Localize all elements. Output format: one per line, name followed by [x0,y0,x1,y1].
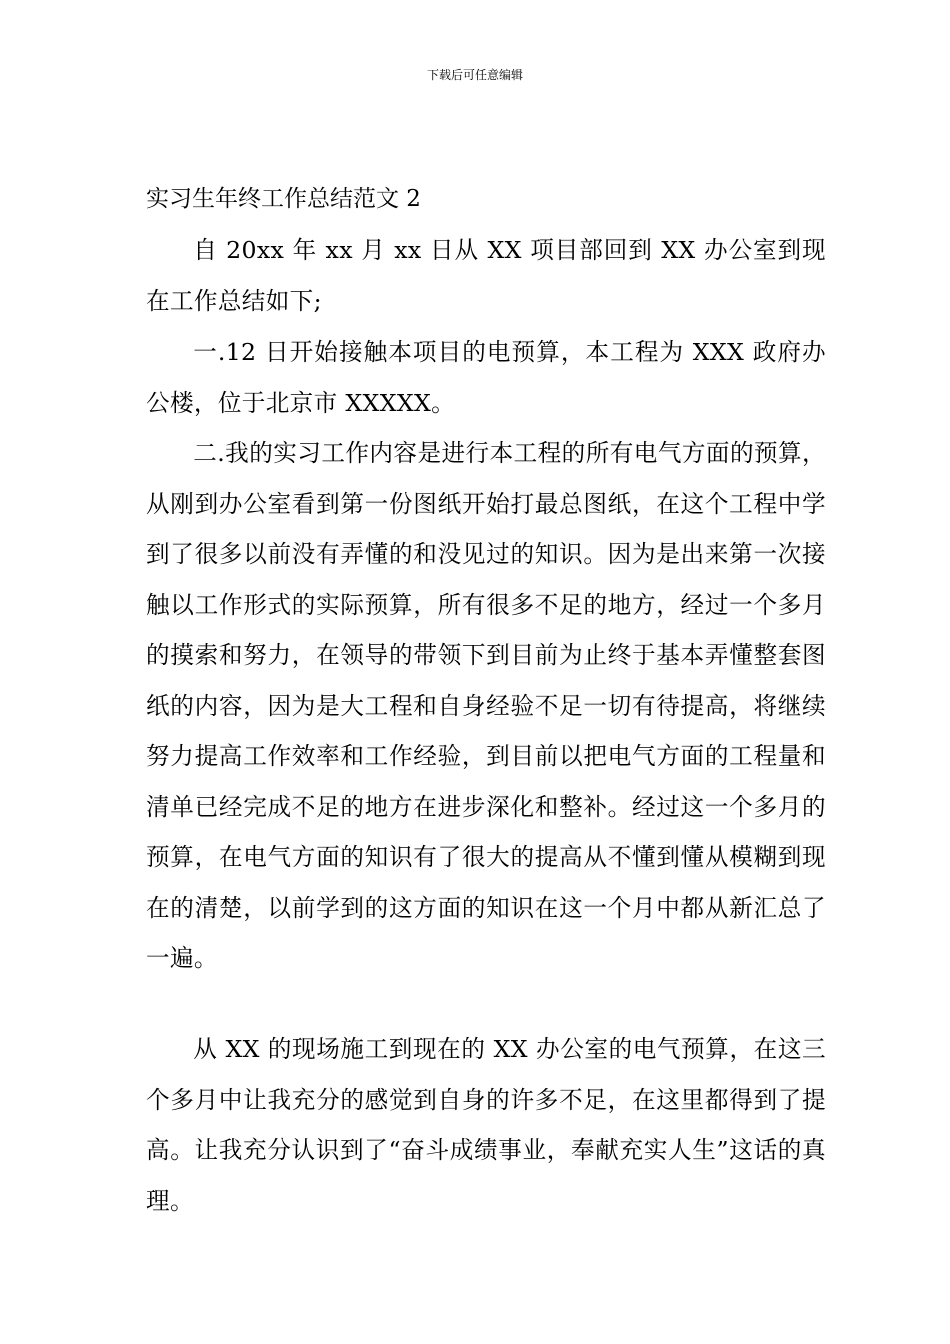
paragraph-intro: 自 20xx 年 xx 月 xx 日从 XX 项目部回到 XX 办公室到现在工作总结如下; [146,236,826,315]
page-header: 下载后可任意编辑 [426,68,523,82]
document-title: 实习生年终工作总结范文 2 [146,186,421,212]
paragraph-item-1: 一.12 日开始接触本项目的电预算，本工程为 XXX 政府办公楼，位于北京市 XXXXX。 [146,338,826,417]
paragraph-conclusion: 从 XX 的现场施工到现在的 XX 办公室的电气预算，在这三个多月中让我充分的感觉到自身的许多不足，在这里都得到了提高。让我充分认识到了“奋斗成绩事业，奉献充实人生”这话的真理。 [146,1035,826,1215]
paragraph-item-2: 二.我的实习工作内容是进行本工程的所有电气方面的预算，从刚到办公室看到第一份图纸开始打最总图纸，在这个工程中学到了很多以前没有弄懂的和没见过的知识。因为是出来第一次接触以工作形式的实际预算，所有很多不足的地方，经过一个多月的摸索和努力，在领导的带领下到目前为止终于基本弄懂整套图纸的内容，因为是大工程和自身经验不足一切有待提高，将继续努力提高工作效率和工作经验，到目前以把电气方面的工程量和清单已经完成不足的地方在进步深化和整补。经过这一个多月的预算，在电气方面的知识有了很大的提高从不懂到懂从模糊到现在的清楚，以前学到的这方面的知识在这一个月中都从新汇总了一遍。 [146,439,826,972]
